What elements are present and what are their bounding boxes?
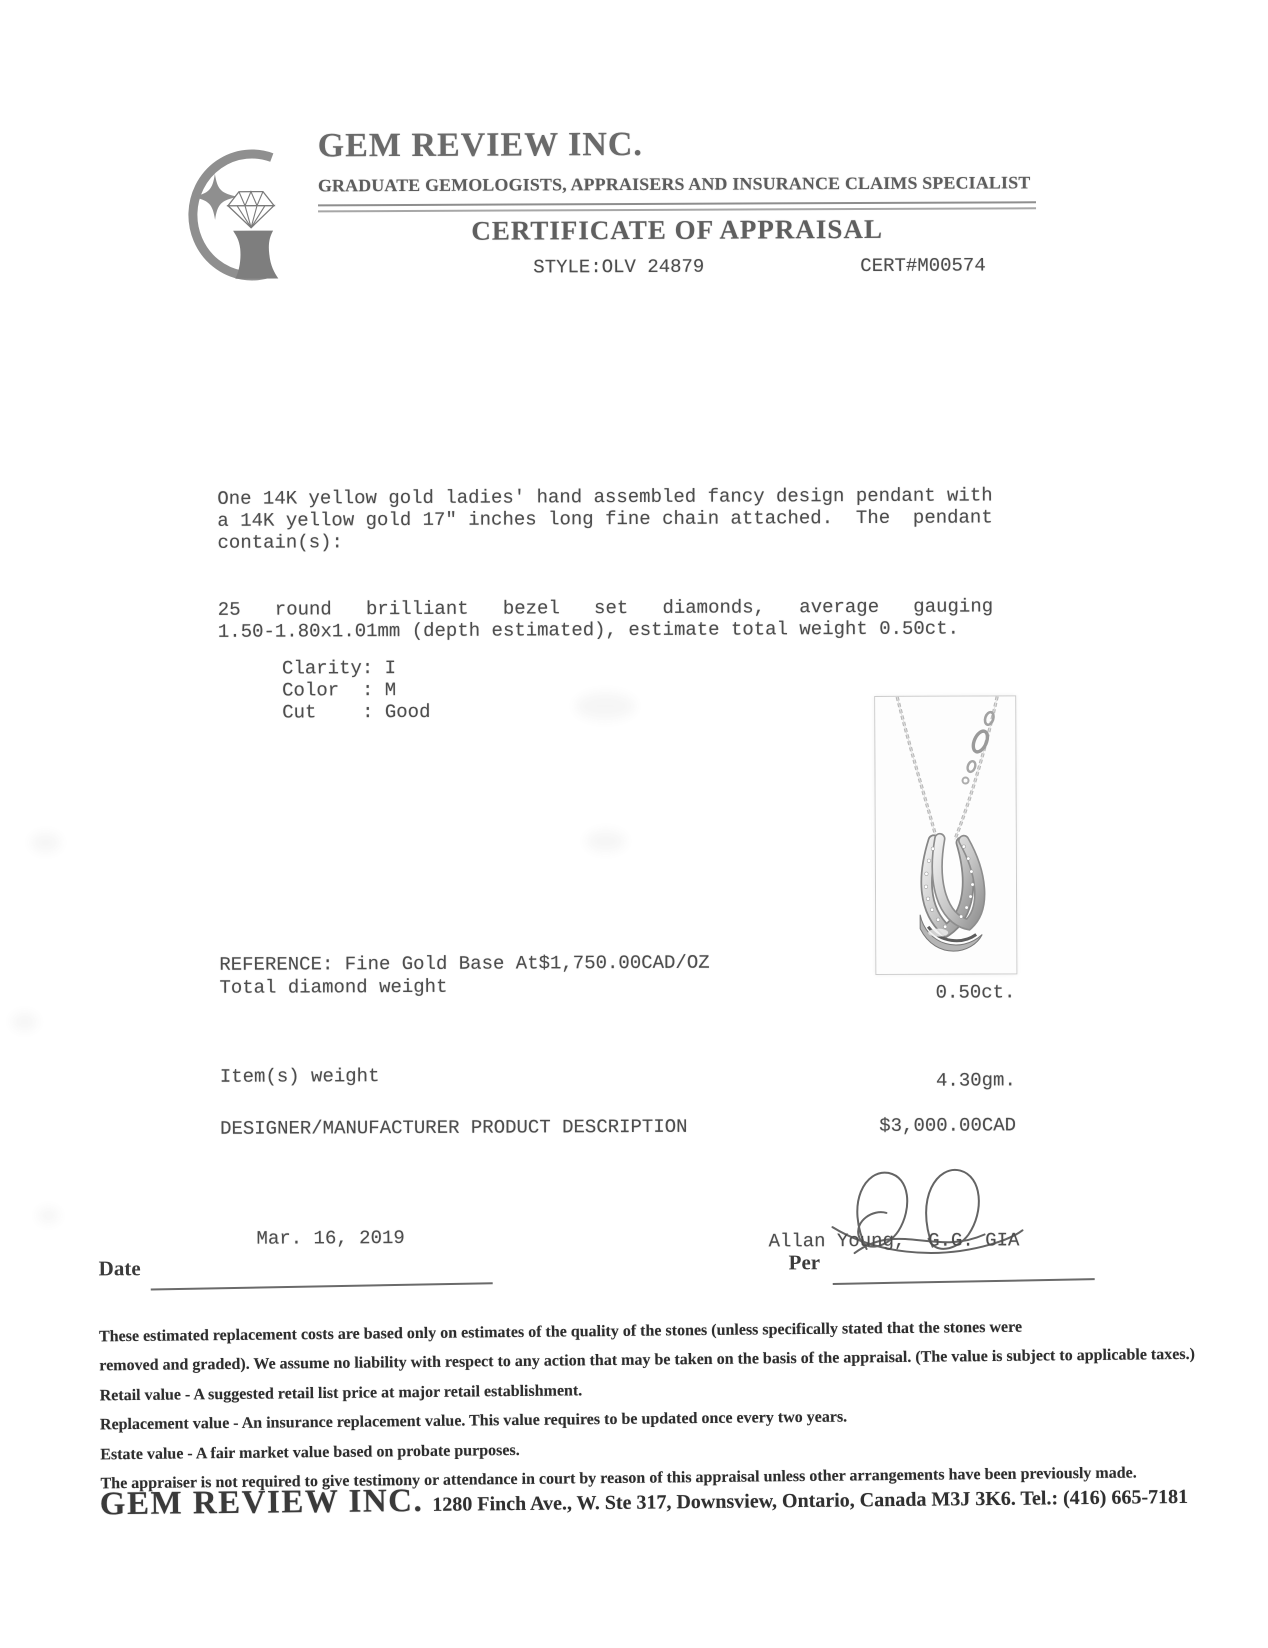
grading-cut: Cut : Good xyxy=(282,700,431,724)
disclaimer-line: Retail value - A suggested retail list price at major retail establishment. xyxy=(99,1382,583,1405)
scan-smudge xyxy=(575,692,635,720)
valuation-row-value: 4.30gm. xyxy=(935,1069,1016,1092)
disclaimer-line: These estimated replacement costs are based only on estimates of the quality of the stones (unless specifically stated that the stones were xyxy=(98,1318,1023,1346)
disclaimer-line: removed and graded). We assume no liability with respect to any action that may be taken on the basis of the appraisal. (The value is subject to applicable taxes.) xyxy=(99,1346,1195,1375)
scan-smudge xyxy=(31,833,61,853)
stones-line: 25 round brilliant bezel set diamonds, average gauging xyxy=(217,595,994,621)
gem-review-logo-icon xyxy=(148,131,307,300)
description-line: One 14K yellow gold ladies' hand assembled fancy design pendant with xyxy=(217,484,993,510)
reference-line: REFERENCE: Fine Gold Base At$1,750.00CAD/OZ xyxy=(219,951,710,976)
scan-smudge xyxy=(37,1208,59,1224)
appraiser-name: Allan Young, G.G. GIA xyxy=(768,1229,1020,1253)
description-line: contain(s): xyxy=(217,531,343,554)
stones-description xyxy=(218,595,994,642)
certificate-title: CERTIFICATE OF APPRAISAL xyxy=(471,213,883,246)
disclaimer-line: Replacement value - An insurance replacement value. This value requires to be updated once every two years. xyxy=(99,1408,848,1434)
valuation-row-label: Item(s) weight xyxy=(219,1065,380,1088)
per-signature-line xyxy=(833,1278,1095,1285)
grading-clarity: Clarity: I xyxy=(281,657,397,680)
grading-color: Color : M xyxy=(282,679,397,702)
footer-address: 1280 Finch Ave., W. Ste 317, Downsview, Ontario, Canada M3J 3K6. Tel.: (416) 665-7181 xyxy=(432,1485,1189,1516)
grading-block xyxy=(282,657,431,724)
cert-number: CERT#M00574 xyxy=(860,254,986,278)
valuation-row-label: DESIGNER/MANUFACTURER PRODUCT DESCRIPTION xyxy=(219,1115,688,1140)
company-name: GEM REVIEW INC. xyxy=(317,125,643,165)
pendant-photo xyxy=(874,695,1017,975)
per-label: Per xyxy=(788,1250,821,1275)
description-line: a 14K yellow gold 17" inches long fine chain attached. The pendant xyxy=(217,506,993,532)
item-description xyxy=(217,484,993,553)
stones-line: 1.50-1.80x1.01mm (depth estimated), estimate total weight 0.50ct. xyxy=(217,617,960,643)
disclaimer-line: The appraiser is not required to give testimony or attendance in court by reason of this appraisal unless other arrangements have been previously made. xyxy=(100,1464,1137,1493)
date-signature-line xyxy=(151,1282,493,1290)
company-tagline: GRADUATE GEMOLOGISTS, APPRAISERS AND INSURANCE CLAIMS SPECIALIST xyxy=(317,172,1031,196)
signature-scribble-icon xyxy=(814,1156,1030,1275)
valuation-row-label: Total diamond weight xyxy=(219,975,448,999)
valuation-row-value: 0.50ct. xyxy=(935,981,1016,1004)
valuation-row-value: $3,000.00CAD xyxy=(879,1114,1017,1137)
appraisal-date: Mar. 16, 2019 xyxy=(256,1227,405,1250)
scan-smudge xyxy=(586,830,626,852)
disclaimer-block xyxy=(99,1311,1196,1499)
header-double-rule xyxy=(318,201,1036,212)
disclaimer-line: Estate value - A fair market value based on probate purposes. xyxy=(100,1441,520,1463)
style-number: STYLE:OLV 24879 xyxy=(533,255,705,279)
date-label: Date xyxy=(98,1256,141,1281)
footer-company-name: GEM REVIEW INC. xyxy=(99,1482,424,1523)
scan-smudge xyxy=(12,1013,38,1031)
pendant-necklace-illustration xyxy=(875,696,1016,974)
